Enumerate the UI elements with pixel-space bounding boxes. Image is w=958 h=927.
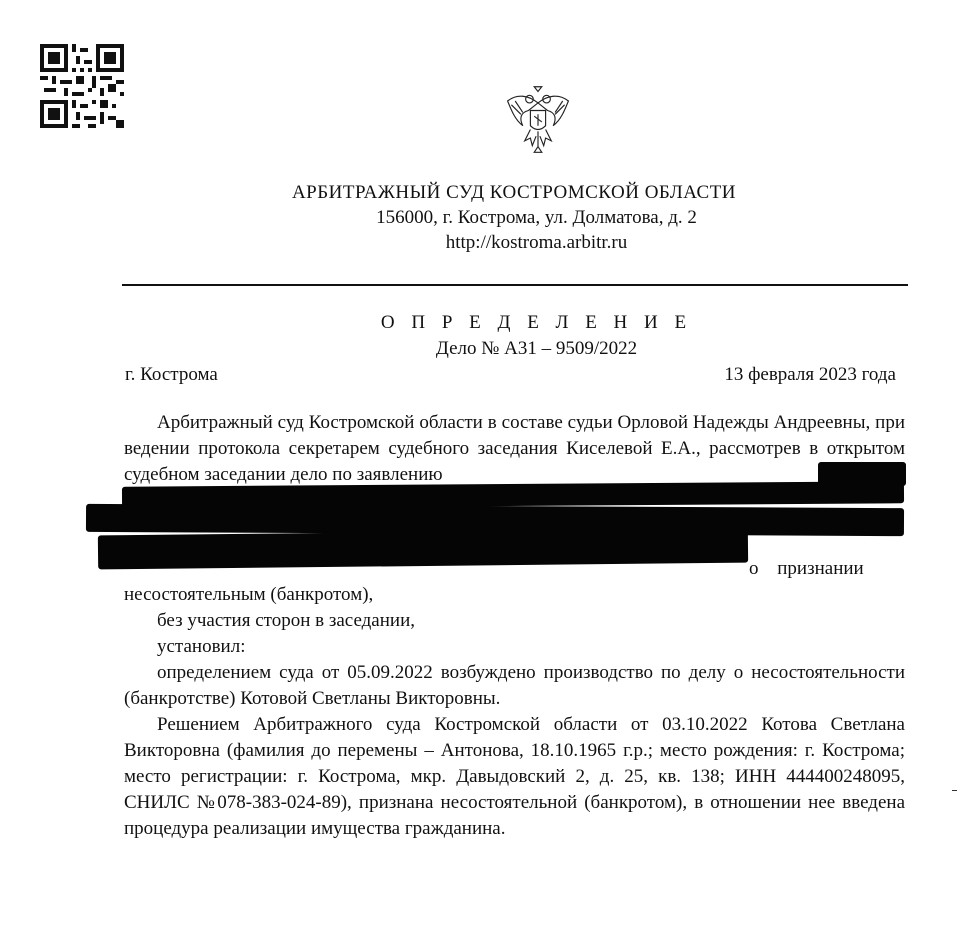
qr-code [40,44,124,128]
court-url: http://kostroma.arbitr.ru [445,232,628,253]
court-header [0,180,958,255]
document-date: 13 февраля 2023 года [724,364,896,385]
paragraph-1-end: несостоятельным (банкротом), [124,584,374,605]
paragraph-3: установил: [157,636,246,657]
paragraph-4: определением суда от 05.09.2022 возбуждено производство по делу о несостоятельности (банкротстве) Котовой Светланы Викторовны. [124,662,905,709]
paragraph-1-tail: о признании [749,558,864,579]
paragraph-2: без участия сторон в заседании, [157,610,415,631]
document-title: О П Р Е Д Е Л Е Н И Е [380,312,693,333]
court-name: АРБИТРАЖНЫЙ СУД КОСТРОМСКОЙ ОБЛАСТИ [291,182,737,203]
document-city: г. Кострома [125,364,218,385]
page-edge-mark [952,790,957,791]
case-number: Дело № А31 – 9509/2022 [435,338,638,359]
court-address: 156000, г. Кострома, ул. Долматова, д. 2 [376,207,697,228]
paragraph-5: Решением Арбитражного суда Костромской области от 03.10.2022 Котова Светлана Викторовна (фамилия до перемены – Антонова, 18.10.1965 г.р.; место рождения: г. Кострома; место регистрации: г. Кострома, мкр. Давыдовский 2, д. 25, кв. 138; ИНН 444400248095, СНИЛС №078-383-024-89), признана несостоятельной (банкротом), в отношении нее введена процедура реализации имущества гражданина. [124,714,905,839]
header-divider [122,284,908,286]
document-body [124,410,905,842]
coat-of-arms-icon [500,82,576,158]
redaction-mark [98,529,748,570]
paragraph-1-text: Арбитражный суд Костромской области в составе судьи Орловой Надежды Андреевны, при ведении протокола секретарем судебного заседания Киселевой Е.А., рассмотрев в открытом судебном заседании дело по заявлению [124,412,905,485]
